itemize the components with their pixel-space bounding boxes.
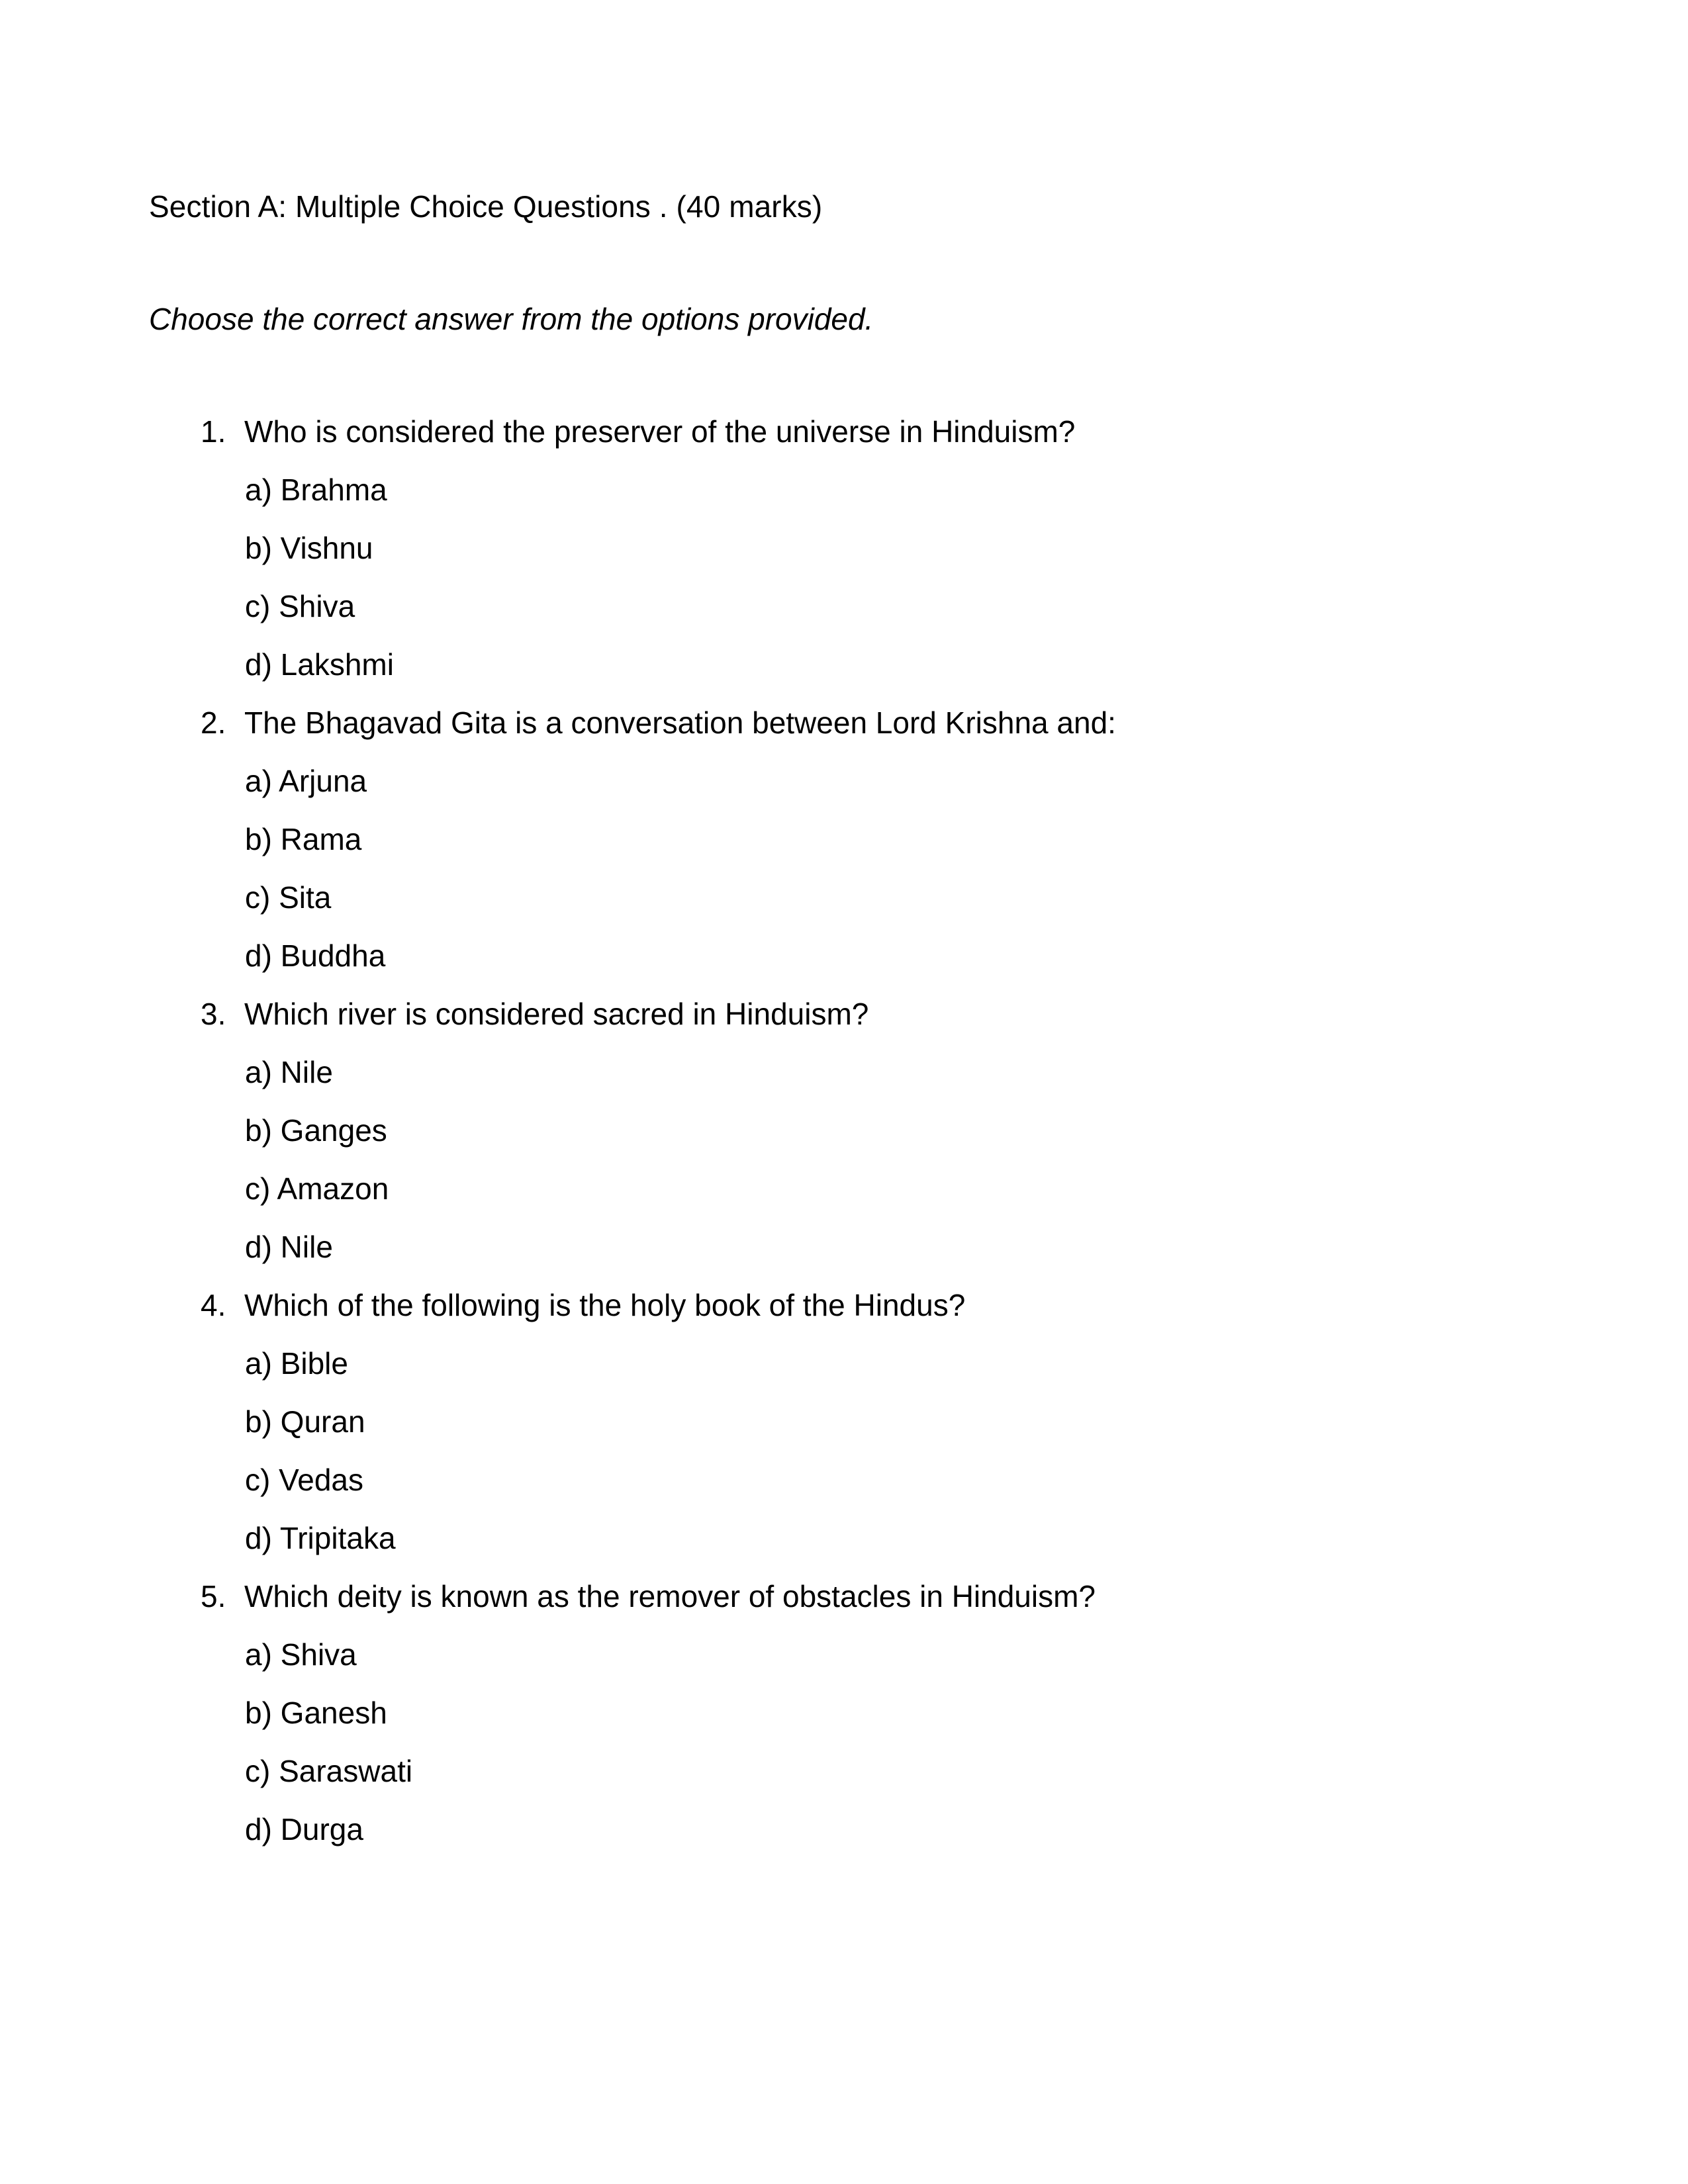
question-text: The Bhagavad Gita is a conversation between Lord Krishna and: — [244, 705, 1116, 740]
question-option[interactable]: a) Arjuna — [245, 764, 367, 798]
question-option[interactable]: a) Shiva — [245, 1637, 357, 1672]
question-option[interactable]: d) Lakshmi — [245, 647, 394, 682]
question-list — [149, 348, 1539, 1858]
question-text: Who is considered the preserver of the universe in Hinduism? — [244, 414, 1076, 449]
question-text: Which deity is known as the remover of obstacles in Hinduism? — [244, 1579, 1096, 1614]
question-number: 3. — [201, 997, 226, 1031]
question-block — [149, 1567, 1539, 1858]
question-option[interactable]: d) Durga — [245, 1812, 363, 1846]
question-block — [149, 1276, 1539, 1567]
question-number: 1. — [201, 414, 226, 449]
question-row — [149, 402, 1539, 461]
question-option[interactable]: c) Sita — [245, 880, 332, 915]
question-option[interactable]: c) Shiva — [245, 589, 355, 623]
question-number: 5. — [201, 1579, 226, 1614]
question-text: Which river is considered sacred in Hinduism? — [244, 997, 869, 1031]
question-option[interactable]: b) Quran — [245, 1404, 365, 1439]
question-option[interactable]: b) Ganesh — [245, 1696, 387, 1730]
question-number: 2. — [201, 705, 226, 740]
question-row — [149, 1276, 1539, 1334]
question-option[interactable]: a) Nile — [245, 1055, 333, 1089]
question-option[interactable]: c) Amazon — [245, 1171, 389, 1206]
question-number: 4. — [201, 1288, 226, 1322]
question-option[interactable]: b) Vishnu — [245, 531, 373, 565]
document-content — [149, 177, 1539, 1858]
question-block — [149, 694, 1539, 985]
question-option[interactable]: a) Brahma — [245, 473, 387, 507]
question-row — [149, 985, 1539, 1043]
question-option[interactable]: c) Saraswati — [245, 1754, 413, 1788]
instruction-text: Choose the correct answer from the options provided. — [149, 302, 874, 336]
question-row — [149, 1567, 1539, 1625]
question-option[interactable]: b) Rama — [245, 822, 362, 856]
question-block — [149, 985, 1539, 1276]
question-row — [149, 694, 1539, 752]
question-option[interactable]: c) Vedas — [245, 1463, 363, 1497]
question-option[interactable]: d) Buddha — [245, 938, 386, 973]
question-option[interactable]: d) Nile — [245, 1230, 333, 1264]
question-text: Which of the following is the holy book of the Hindus? — [244, 1288, 966, 1322]
question-option[interactable]: b) Ganges — [245, 1113, 387, 1148]
question-option[interactable]: a) Bible — [245, 1346, 348, 1381]
question-block — [149, 402, 1539, 694]
section-heading: Section A: Multiple Choice Questions . (40 marks) — [149, 189, 823, 224]
question-option[interactable]: d) Tripitaka — [245, 1521, 396, 1555]
